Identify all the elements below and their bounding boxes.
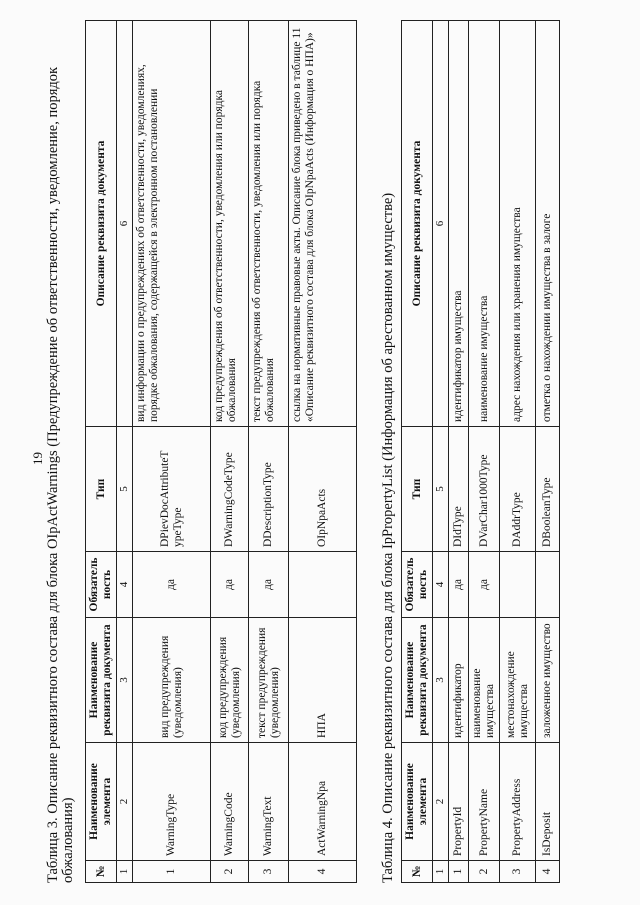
table3-cell-element: WarningCode: [211, 743, 249, 861]
table4-cell-required: да: [449, 552, 469, 618]
table3-cell-required: да: [249, 552, 289, 618]
table4-cell-requisite: местонахождение имущества: [500, 618, 536, 743]
table3-colnum: 2: [117, 743, 133, 861]
table4-caption: Таблица 4. Описание реквизитного состава для блока IpPropertyList (Информация об арестованном имуществе): [380, 192, 396, 883]
table3-header-row: [86, 21, 117, 883]
table3-cell-required: да: [133, 552, 211, 618]
table-row: [289, 21, 357, 883]
table3-cell-requisite: НПА: [289, 618, 357, 743]
table3-cell-requisite: текст предупреждения (уведомления): [249, 618, 289, 743]
table3-header-requisite: Наименование реквизита документа: [86, 618, 117, 743]
table-row: [249, 21, 289, 883]
table-row: [133, 21, 211, 883]
table4-header-type: Тип: [402, 427, 433, 552]
table3-header-description: Описание реквизита документа: [86, 21, 117, 427]
table3-colnum: 4: [117, 552, 133, 618]
table4-cell-num: 4: [536, 861, 560, 883]
table3-cell-required: [289, 552, 357, 618]
table4-cell-required: да: [469, 552, 500, 618]
table4-colnum: 4: [433, 552, 449, 618]
table3-cell-num: 2: [211, 861, 249, 883]
table4-cell-num: 1: [449, 861, 469, 883]
table4-colnum: 1: [433, 861, 449, 883]
table3-cell-element: WarningText: [249, 743, 289, 861]
table4-cell-description: наименование имущества: [469, 21, 500, 427]
table3-cell-num: 1: [133, 861, 211, 883]
table4-cell-description: адрес нахождения или хранения имущества: [500, 21, 536, 427]
table4-header-row: [402, 21, 433, 883]
table4-cell-type: DBooleanType: [536, 427, 560, 552]
table4-cell-element: PropertyId: [449, 743, 469, 861]
table3-cell-description: текст предупреждения об ответственности, уведомления или порядка обжалования: [249, 21, 289, 427]
table4-cell-description: отметка о нахождении имущества в залоге: [536, 21, 560, 427]
table3-cell-description: код предупреждения об ответственности, уведомления или порядка обжалования: [211, 21, 249, 427]
table3-cell-element: ActWarningNpa: [289, 743, 357, 861]
table3: [85, 20, 357, 883]
table-row: [449, 21, 469, 883]
table3-colnum: 6: [117, 21, 133, 427]
table4-cell-requisite: идентификатор: [449, 618, 469, 743]
table3-cell-requisite: вид предупреждения (уведомления): [133, 618, 211, 743]
table3-header-element: Наименование элемента: [86, 743, 117, 861]
table4-header-requisite: Наименование реквизита документа: [402, 618, 433, 743]
table4-cell-requisite: заложенное имущество: [536, 618, 560, 743]
table3-header-type: Тип: [86, 427, 117, 552]
table3-cell-element: WarningType: [133, 743, 211, 861]
table3-cell-description: ссылка на нормативные правовые акты. Описание блока приведено в таблице 11 «Описание реквизитного состава для блока OIpNpaActs (Информация о НПА)»: [289, 21, 357, 427]
table4-colnum: 6: [433, 21, 449, 427]
table4-cell-element: PropertyAddress: [500, 743, 536, 861]
table4-cell-type: DVarChar1000Type: [469, 427, 500, 552]
table4-colnum: 3: [433, 618, 449, 743]
table4-colnum: 5: [433, 427, 449, 552]
table4-header-required: Обязатель ность: [402, 552, 433, 618]
table-row: [469, 21, 500, 883]
table4-header-element: Наименование элемента: [402, 743, 433, 861]
table4-header-num: №: [402, 861, 433, 883]
table3-colnum: 3: [117, 618, 133, 743]
table4-colnum: 2: [433, 743, 449, 861]
table3-cell-description: вид информации о предупреждениях об ответственности, уведомлениях, порядке обжалования, содержащейся в электронном постановлении: [133, 21, 211, 427]
table3-cell-type: DPievDocAttributeT ypeType: [133, 427, 211, 552]
table-row: [536, 21, 560, 883]
table3-cell-type: DWarningCodeType: [211, 427, 249, 552]
table4-cell-num: 2: [469, 861, 500, 883]
table3-cell-type: OIpNpaActs: [289, 427, 357, 552]
table4-cell-required: [500, 552, 536, 618]
table3-header-num: №: [86, 861, 117, 883]
table3-cell-requisite: код предупреждения (уведомления): [211, 618, 249, 743]
table4-cell-num: 3: [500, 861, 536, 883]
table3-cell-num: 3: [249, 861, 289, 883]
table4-column-number-row: [433, 21, 449, 883]
table-row: [211, 21, 249, 883]
table-row: [500, 21, 536, 883]
table4-cell-required: [536, 552, 560, 618]
table4-cell-type: DIdType: [449, 427, 469, 552]
table3-column-number-row: [117, 21, 133, 883]
table3-colnum: 1: [117, 861, 133, 883]
table4-cell-type: DAddrType: [500, 427, 536, 552]
table3-cell-type: DDescriptionType: [249, 427, 289, 552]
table3-cell-num: 4: [289, 861, 357, 883]
table4-cell-element: PropertyName: [469, 743, 500, 861]
table3-colnum: 5: [117, 427, 133, 552]
page-number: 19: [30, 452, 45, 465]
table3-cell-required: да: [211, 552, 249, 618]
table4-header-description: Описание реквизита документа: [402, 21, 433, 427]
table4-cell-requisite: наименование имущества: [469, 618, 500, 743]
table4-cell-description: идентификатор имущества: [449, 21, 469, 427]
table3-caption: Таблица 3. Описание реквизитного состава для блока OIpActWarnings (Предупреждение об ответственности, уведомление, порядок обжалования): [45, 66, 76, 883]
table4-cell-element: IsDeposit: [536, 743, 560, 861]
table3-header-required: Обязатель ность: [86, 552, 117, 618]
table4: [401, 20, 560, 883]
